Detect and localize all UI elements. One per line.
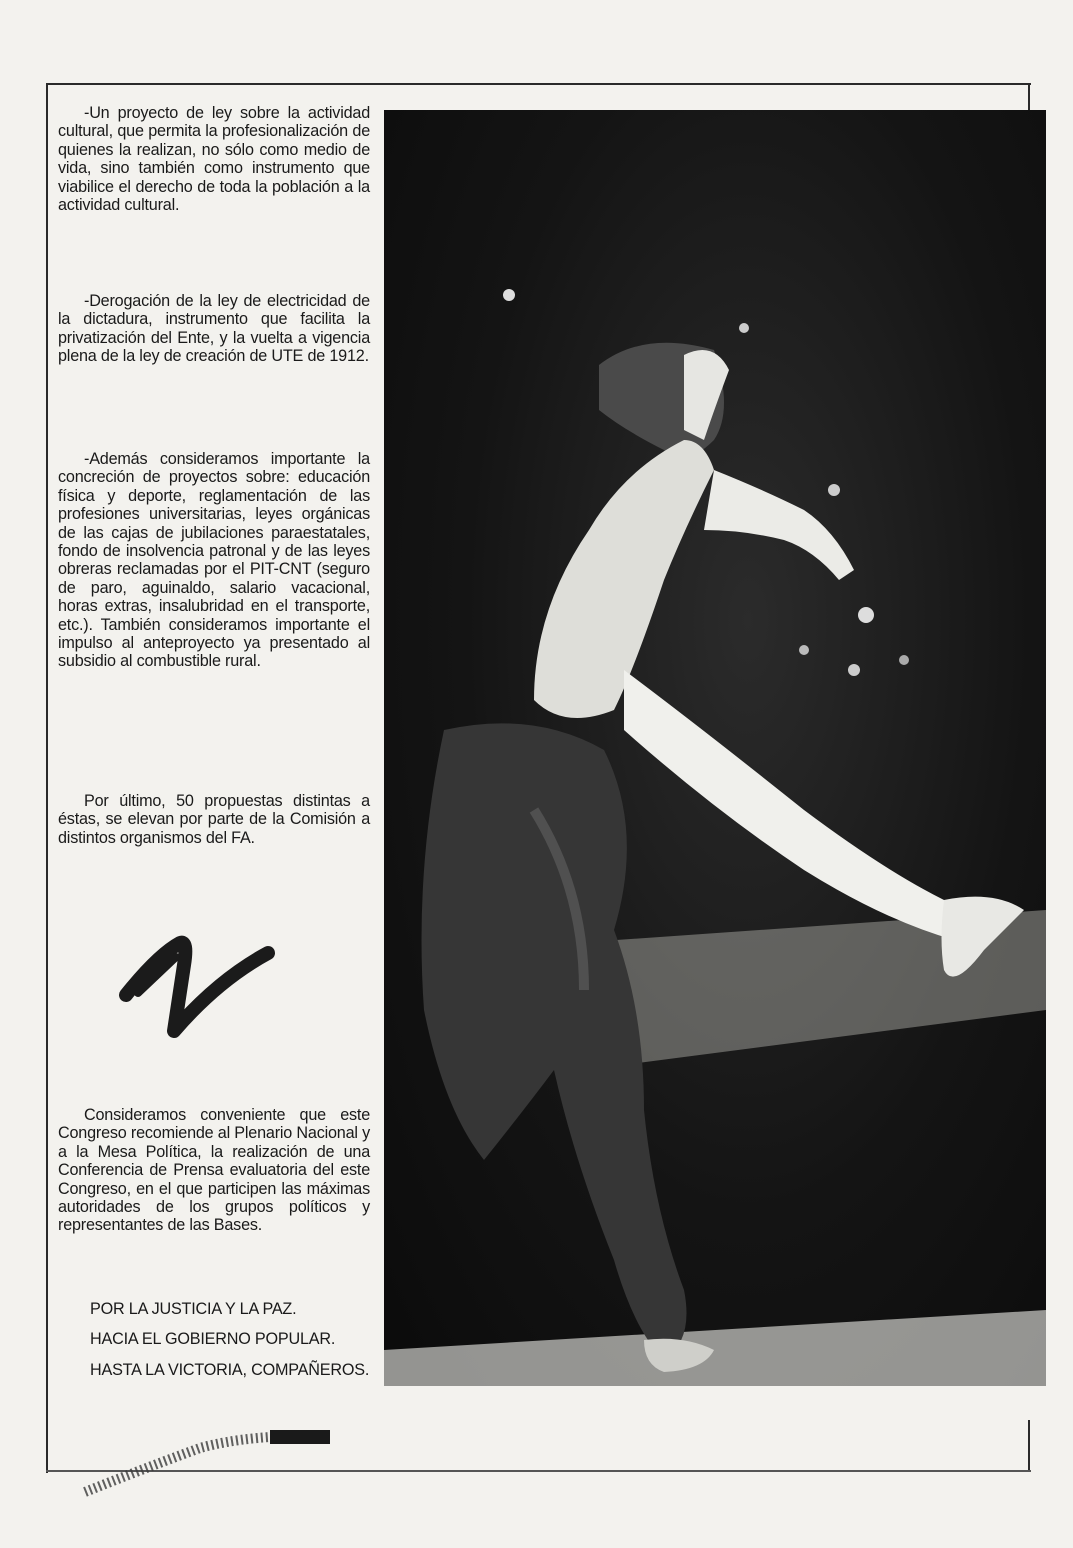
ink-smudge — [80, 1430, 340, 1500]
paragraph-electricity-law — [58, 292, 370, 366]
frame-right-rule-lower — [1028, 1420, 1030, 1470]
slogan-popular-government: HACIA EL GOBIERNO POPULAR. — [90, 1330, 336, 1349]
dancer-silhouette — [384, 110, 1046, 1386]
paragraph-cultural-law — [58, 104, 370, 214]
paragraph-text: -Derogación de la ley de electricidad de la dictadura, instrumento que facilita la privatización del Ente, y la vuelta a vigencia plena de la ley de creación de UTE de 1912. — [58, 292, 370, 366]
dancer-photo — [384, 110, 1046, 1386]
paragraph-press-conference — [58, 1106, 370, 1235]
slogan-justice-peace: POR LA JUSTICIA Y LA PAZ. — [90, 1300, 297, 1318]
slogan-victory: HASTA LA VICTORIA, COMPAÑEROS. — [90, 1360, 370, 1379]
frame-left-rule — [46, 83, 48, 1473]
paragraph-text: -Además consideramos importante la concreción de proyectos sobre: educación física y deporte, reglamentación de las profesiones universitarias, leyes orgánicas de las cajas de jubilaciones paraestatales, fondo de insolvencia patronal y de las leyes obreras reclamadas por el PIT-CNT (seguro de paro, aguinaldo, salario vacacional, horas extras, insalubridad en el transporte, etc.). También consideramos importante el impulso al anteproyecto ya presentado al subsidio al combustible rural. — [58, 450, 370, 671]
frame-top-rule — [46, 83, 1031, 85]
closing-slogans — [58, 1300, 370, 1391]
paragraph-other-projects — [58, 450, 370, 671]
handwritten-mark — [118, 935, 278, 1045]
paragraph-text: Consideramos conveniente que este Congreso recomiende al Plenario Nacional y a la Mesa Política, la realización de una Conferencia de Prensa evaluatoria del este Congreso, en el que participen las máximas autoridades de los grupos políticos y representantes de las Bases. — [58, 1106, 370, 1235]
paragraph-text: -Un proyecto de ley sobre la actividad cultural, que permita la profesionalización de quienes la realizan, no sólo como medio de vida, sino también como instrumento que viabilice el derecho de toda la población a la actividad cultural. — [58, 104, 370, 215]
paragraph-text: Por último, 50 propuestas distintas a éstas, se elevan por parte de la Comisión a distintos organismos del FA. — [58, 792, 370, 847]
paragraph-proposals — [58, 792, 370, 847]
